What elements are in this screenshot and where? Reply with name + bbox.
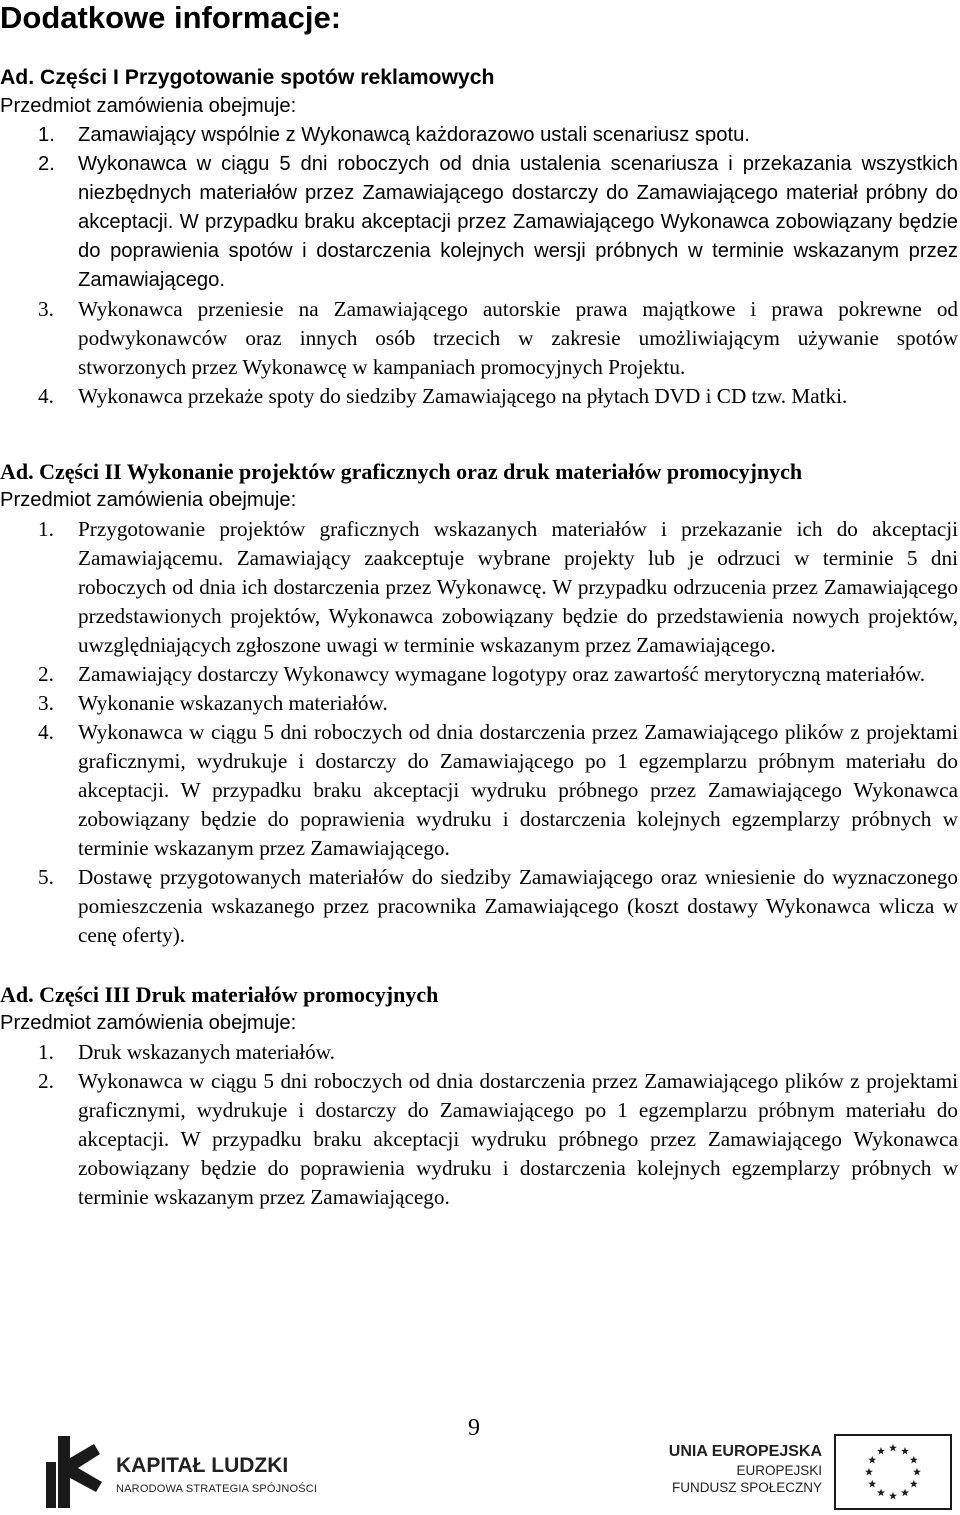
item-text: Wykonawca przeniesie na Zamawiającego autorskie prawa majątkowe i prawa pokrewne od podwykonawców oraz innych osób trzecich w zakresie umożliwiającym używanie spotów stworzonych przez Wykonawcę w kampaniach promocyjnych Projektu. — [78, 297, 958, 379]
section-part-1 — [0, 63, 958, 411]
item-text: Wykonawca przekaże spoty do siedziby Zamawiającego na płytach DVD i CD tzw. Matki. — [78, 384, 848, 408]
page-title: Dodatkowe informacje: — [0, 0, 342, 35]
eu-line-3: FUNDUSZ SPOŁECZNY — [671, 1480, 822, 1495]
section-part-2 — [0, 457, 958, 950]
section-heading: Ad. Części II Wykonanie projektów graficznych oraz druk materiałów promocyjnych — [0, 459, 803, 484]
eu-flag-stars-icon — [834, 1434, 952, 1510]
section-intro: Przedmiot zamówienia obejmuje: — [0, 1012, 297, 1034]
item-number: 2. — [38, 1069, 54, 1093]
list-item — [0, 515, 958, 660]
item-text: Wykonawca w ciągu 5 dni roboczych od dnia dostarczenia przez Zamawiającego plików z projektami graficznymi, wydrukuje i dostarczy do Zamawiającego po 1 egzemplarzu próbnym materiału do akceptacji. W przypadku braku akceptacji wydruku próbnego przez Zamawiającego Wykonawca zobowiązany będzie do poprawienia wydruku i dostarczenia kolejnych egzemplarzy próbnych w terminie wskazanym przez Zamawiającego. — [78, 1069, 958, 1209]
list-item — [0, 1038, 958, 1067]
item-text: Dostawę przygotowanych materiałów do siedziby Zamawiającego oraz wniesienie do wyznaczonego pomieszczenia wskazanego przez pracownika Zamawiającego (koszt dostawy Wykonawca wlicza w cenę oferty). — [78, 865, 958, 947]
item-number: 4. — [38, 384, 54, 408]
list-item — [0, 689, 958, 718]
item-text: Zamawiający wspólnie z Wykonawcą każdorazowo ustali scenariusz spotu. — [78, 124, 750, 146]
kapital-ludzki-logo — [44, 1432, 344, 1512]
eu-logo — [660, 1432, 958, 1512]
item-text: Zamawiający dostarczy Wykonawcy wymagane logotypy oraz zawartość merytoryczną materiałów. — [78, 662, 926, 686]
list-item — [0, 660, 958, 689]
list-item — [0, 718, 958, 863]
item-text: Wykonanie wskazanych materiałów. — [78, 691, 388, 715]
eu-logo-text — [669, 1442, 822, 1496]
eu-line-2: EUROPEJSKI — [736, 1463, 822, 1478]
list-item — [0, 121, 958, 150]
item-text: Wykonawca w ciągu 5 dni roboczych od dnia dostarczenia przez Zamawiającego plików z projektami graficznymi, wydrukuje i dostarczy do Zamawiającego po 1 egzemplarzu próbnym materiału do akceptacji. W przypadku braku akceptacji wydruku próbnego przez Zamawiającego Wykonawca zobowiązany będzie do poprawienia wydruku i dostarczenia kolejnych egzemplarzy próbnych w terminie wskazanym przez Zamawiającego. — [78, 720, 958, 860]
list-item — [0, 863, 958, 950]
list-item — [0, 295, 958, 382]
item-number: 3. — [38, 297, 54, 321]
item-list — [0, 1038, 958, 1212]
section-intro: Przedmiot zamówienia obejmuje: — [0, 489, 297, 511]
section-part-3 — [0, 980, 958, 1212]
item-text: Przygotowanie projektów graficznych wskazanych materiałów i przekazanie ich do akceptacji Zamawiającemu. Zamawiający zaakceptuje wybrane projekty lub je odrzuci w terminie 5 dni roboczych od dnia ich dostarczenia przez Wykonawcę. W przypadku odrzucenia przez Zamawiającego przedstawionych projektów, Wykonawca zobowiązany będzie do przedstawienia nowych projektów, uwzględniających zgłoszone uwagi w terminie wskazanym przez Zamawiającego. — [78, 517, 958, 657]
item-number: 2. — [38, 153, 55, 175]
section-heading: Ad. Części I Przygotowanie spotów reklamowych — [0, 66, 495, 89]
list-item — [0, 150, 958, 295]
page-number: 9 — [468, 1415, 480, 1441]
item-number: 2. — [38, 662, 54, 686]
item-number: 1. — [38, 517, 54, 541]
kapital-ludzki-subtitle: NARODOWA STRATEGIA SPÓJNOŚCI — [116, 1483, 318, 1495]
item-text: Druk wskazanych materiałów. — [78, 1040, 335, 1064]
item-list — [0, 121, 958, 411]
item-number: 1. — [38, 124, 55, 146]
list-item — [0, 382, 958, 411]
item-number: 5. — [38, 865, 54, 889]
item-list — [0, 515, 958, 950]
document-content — [0, 63, 958, 1212]
item-number: 1. — [38, 1040, 54, 1064]
kapital-ludzki-star-mark-icon — [44, 1432, 106, 1512]
item-number: 4. — [38, 720, 54, 744]
section-intro: Przedmiot zamówienia obejmuje: — [0, 95, 297, 117]
list-item — [0, 1067, 958, 1212]
item-number: 3. — [38, 691, 54, 715]
section-heading: Ad. Części III Druk materiałów promocyjnych — [0, 982, 439, 1007]
kapital-ludzki-title: KAPITAŁ LUDZKI — [116, 1454, 289, 1477]
item-text: Wykonawca w ciągu 5 dni roboczych od dnia ustalenia scenariusza i przekazania wszystkich niezbędnych materiałów przez Zamawiającego dostarczy do Zamawiającego materiał próbny do akceptacji. W przypadku braku akceptacji przez Zamawiającego Wykonawca zobowiązany będzie do poprawienia spotów i dostarczenia kolejnych wersji próbnych w terminie wskazanym przez Zamawiającego. — [78, 153, 958, 291]
eu-line-1: UNIA EUROPEJSKA — [668, 1443, 822, 1460]
